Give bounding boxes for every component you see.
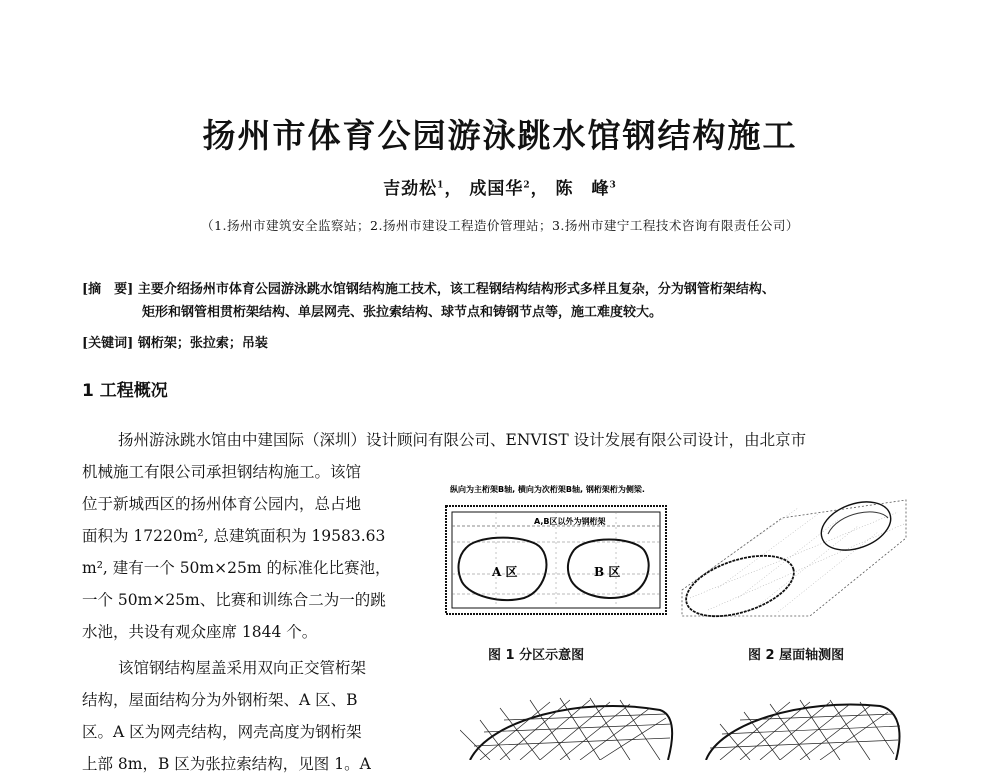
text-line: 该馆钢结构屋盖采用双向正交管桁架 (118, 659, 367, 677)
keywords (82, 332, 268, 351)
left-column-text (82, 456, 412, 780)
fig1-inner-label: A,B区以外为钢桁架 (534, 517, 606, 526)
figure-1-zoning (436, 478, 676, 628)
abstract (82, 278, 912, 324)
author-list (0, 174, 1000, 199)
author-3: 陈 峰 (555, 179, 610, 199)
text-line: 位于新城西区的扬州体育公园内，总占地 (82, 495, 362, 513)
fig2-truss-grid (690, 508, 904, 612)
fig1-zone-a-label: A 区 (492, 565, 518, 579)
text-line: 一个 50m×25m、比赛和训练合二为一的跳 (82, 591, 386, 609)
figure-3-partial-grid-shell (460, 690, 680, 760)
figure-1-caption: 图 1 分区示意图 (488, 648, 585, 663)
abstract-label: [摘 要] (82, 282, 134, 297)
figure-2-roof-axonometric (678, 478, 910, 628)
abstract-text-1: 主要介绍扬州市体育公园游泳跳水馆钢结构施工技术，该工程钢结构结构形式多样且复杂，分为钢管桁架结构、 (137, 282, 775, 297)
keywords-text: 钢桁架；张拉索；吊装 (137, 336, 268, 351)
fig2-zone-b-ring (815, 493, 898, 559)
text-line: 上部 8m，B 区为张拉索结构，见图 1。A (82, 755, 371, 773)
keywords-label: [关键词] (82, 336, 134, 351)
text-line: 机械施工有限公司承担钢结构施工。该馆 (82, 463, 362, 481)
fig1-zone-b-label: B 区 (594, 565, 621, 579)
paper-title: 扬州市体育公园游泳跳水馆钢结构施工 (202, 116, 798, 155)
text-line: m², 建有一个 50m×25m 的标准化比赛池， (82, 559, 391, 577)
figure-4-partial-cable-net (700, 690, 910, 760)
abstract-text-2: 矩形和钢管相贯桁架结构、单层网壳、张拉索结构、球节点和铸钢节点等，施工难度较大。 (142, 305, 663, 320)
author-2-affil: 2 (523, 180, 531, 191)
text-line: 面积为 17220m², 总建筑面积为 19583.63 (82, 527, 386, 545)
fig2-zone-a-ring (679, 544, 802, 628)
author-3-affil: 3 (609, 180, 617, 191)
text-line: 结构，屋面结构分为外钢桁架、A 区、B (82, 691, 358, 709)
author-2: 成国华 (469, 179, 524, 199)
paragraph-1-first-line: 扬州游泳跳水馆由中建国际（深圳）设计顾问有限公司、ENVIST 设计发展有限公司设计，由北京市 (118, 431, 807, 449)
author-sep: ， (530, 179, 549, 199)
author-1-affil: 1 (437, 180, 445, 191)
author-sep: ， (444, 179, 463, 199)
author-1: 吉劲松 (383, 179, 438, 199)
fig1-top-note: 纵向为主桁架B轴, 横向为次桁架B轴, 钢桁架桁为侧梁. (450, 485, 645, 494)
section-heading-1: 1 工程概况 (82, 381, 168, 401)
fig2-roof-edge (682, 500, 906, 616)
figure-2-caption: 图 2 屋面轴测图 (748, 648, 845, 663)
text-line: 水池，共设有观众座席 1844 个。 (82, 623, 318, 641)
affiliations: （1.扬州市建筑安全监察站；2.扬州市建设工程造价管理站；3.扬州市建宁工程技术咨询有限责任公司） (201, 218, 799, 233)
text-line: 区。A 区为网壳结构，网壳高度为钢桁架 (82, 723, 362, 741)
